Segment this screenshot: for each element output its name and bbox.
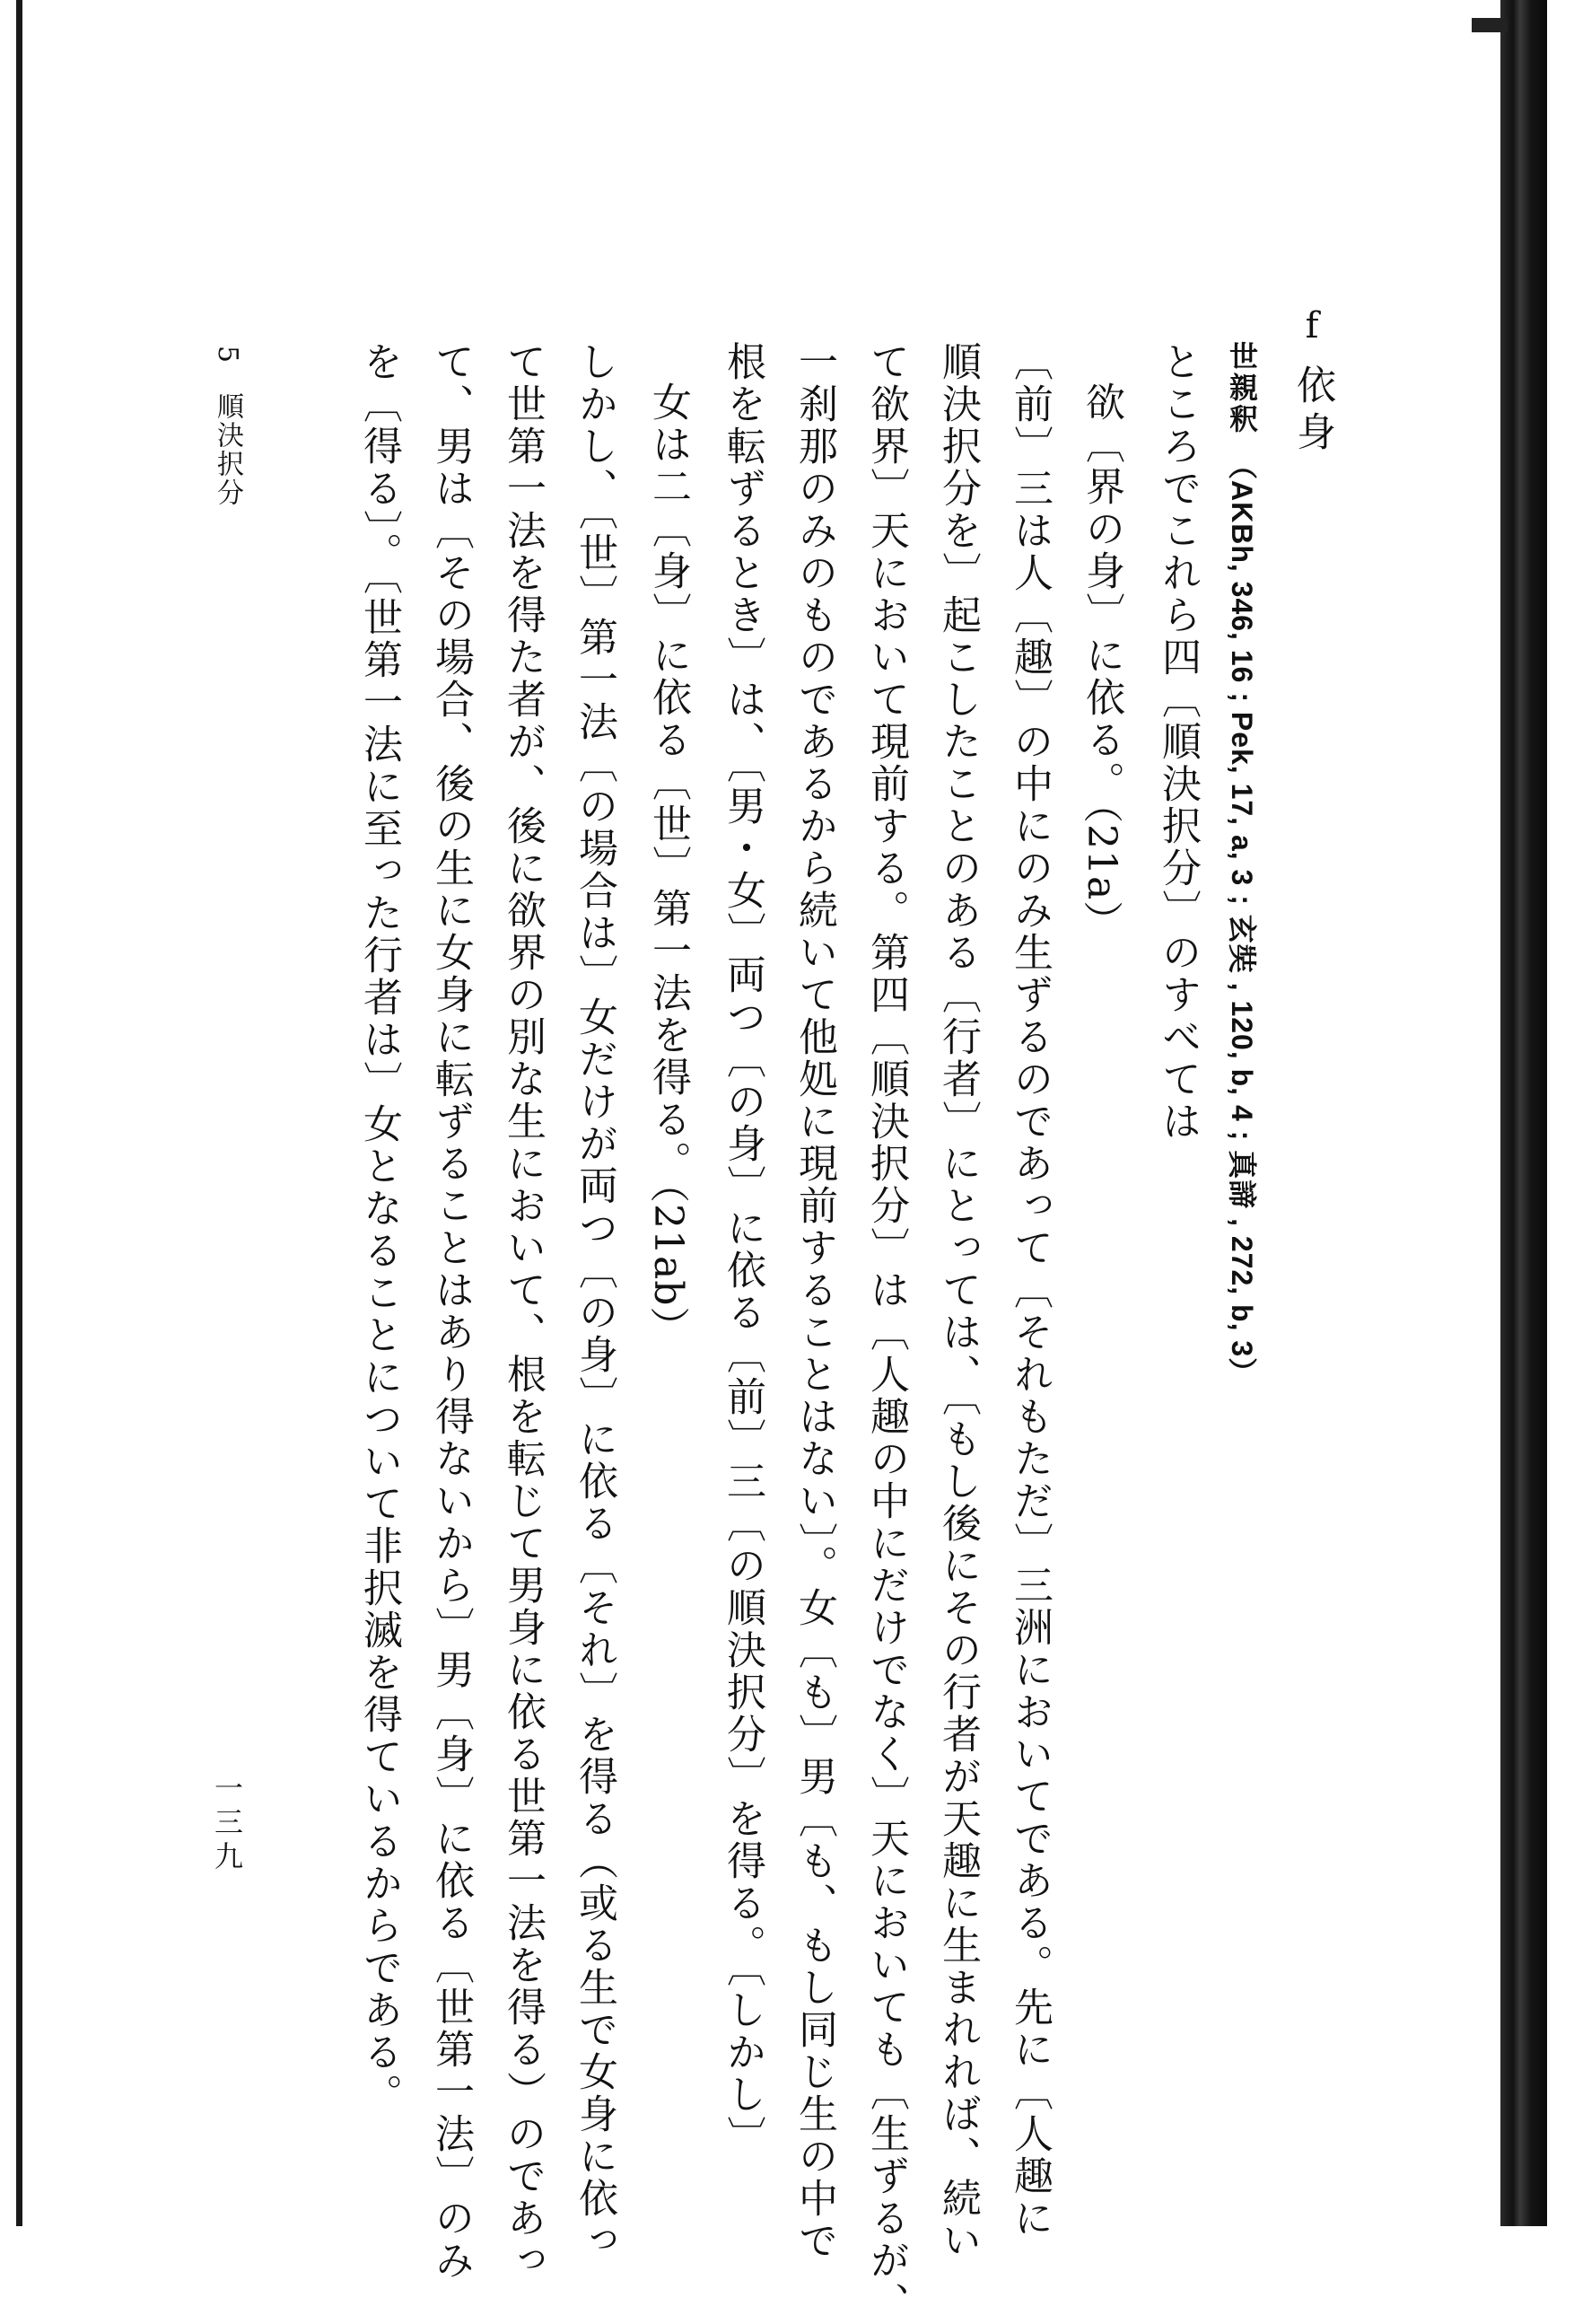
- para-2-line-3: て、男は〔その場合、後の生に女身に転ずることはあり得ないから〕男〔身〕に依る〔世第一法〕のみ: [428, 341, 474, 2282]
- verse-2-text: 女は二〔身〕に依る〔世〕第一法を得る。: [645, 381, 691, 1183]
- scan-edge-right-top: [1472, 18, 1508, 32]
- section-title: 依身: [1290, 364, 1335, 458]
- section-heading: [1290, 305, 1335, 458]
- citation-label: 世親釈: [1226, 341, 1258, 435]
- verse-1-text: 欲〔界の身〕に依る。: [1079, 381, 1124, 803]
- citation-line: [1228, 341, 1256, 1387]
- chapter-title: 順決択分: [212, 392, 243, 508]
- scan-edge-right: [1500, 0, 1547, 2226]
- page-number: 一三九: [210, 1773, 244, 1875]
- citation-refs: （AKBh, 346, 16 ; Pek, 17, a, 3 ; 玄奘 , 120, b, 4 ; 真諦 , 272, b, 3）: [1226, 465, 1258, 1388]
- para-1-line-4: 一刹那のみのものであるから続いて他処に現前することはない〕。女〔も〕男〔も、もし同じ生の中で: [791, 341, 837, 2262]
- scan-edge-left: [16, 0, 22, 2226]
- para-2-line-1: しかし、〔世〕第一法〔の場合は〕女だけが両つ〔の身〕に依る〔それ〕を得る（或る生で女身に依っ: [572, 341, 617, 2262]
- verse-1: [1079, 381, 1124, 942]
- verse-2-number: （21ab）: [645, 1183, 691, 1347]
- para-1-line-3: て欲界〕天において現前する。第四〔順決択分〕は〔人趣の中にだけでなく〕天においても〔生ずるが、: [863, 341, 909, 2324]
- section-mark: f: [1291, 305, 1333, 364]
- para-1-line-5: 根を転ずるとき〕は、〔男・女〕両つ〔の身〕に依る〔前〕三〔の順決択分〕を得る。〔しかし〕: [720, 341, 765, 2158]
- intro-line: ところでこれら四〔順決択分〕のすべては: [1155, 341, 1201, 1143]
- verse-1-number: （21a）: [1079, 803, 1124, 942]
- para-1-line-2: 順決択分を〕起こしたことのある〔行者〕にとっては、〔もし後にその行者が天趣に生まれれば、続い: [935, 341, 981, 2262]
- chapter-footer: [212, 346, 243, 508]
- para-2-line-4: を〔得る〕。〔世第一法に至った行者は〕女となることについて非択滅を得ているからである。: [356, 341, 402, 2116]
- para-1-line-1: 〔前〕三は人〔趣〕の中にのみ生ずるのであって〔それもただ〕三洲においてである。先に〔人趣に: [1007, 341, 1053, 2240]
- chapter-number: 5: [212, 346, 243, 364]
- para-2-line-2: て世第一法を得た者が、後に欲界の別な生において、根を転じて男身に依る世第一法を得る）のであっ: [500, 341, 546, 2282]
- verse-2: [645, 381, 691, 1347]
